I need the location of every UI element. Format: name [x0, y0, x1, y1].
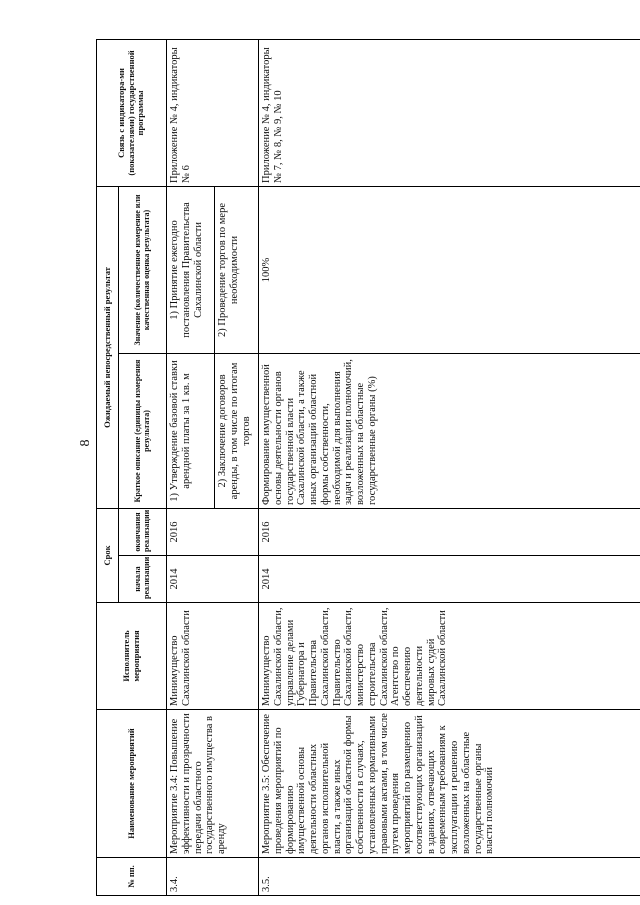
header-name: Наименование мероприятий [97, 710, 167, 858]
row-num: 3.4. [167, 858, 259, 896]
row-executor: Минимущество Сахалинской области, управление делами Губернатора и Правительства Сахалинской области, Правительство Сахалинской области, министерство строительства Сахалинской области, Агентство по обеспечению деятельности мировых судей Сахалинской области [259, 603, 640, 710]
row-result-value-1: 1) Принятие ежегодно постановления Правительства Сахалинской области [167, 186, 215, 353]
row-result-desc-2: 2) Заключение договоров аренды, в том числе по итогам торгов [215, 353, 259, 508]
header-executor: Исполнитель мероприятия [97, 603, 167, 710]
measures-table [96, 39, 640, 896]
row-start: 2014 [167, 556, 259, 603]
header-result-value: Значение (количественное измерение или качественная оценка результата) [119, 186, 167, 353]
header-row-1 [97, 39, 119, 895]
row-end: 2016 [259, 508, 640, 555]
row-name: Мероприятие 3.5: Обеспечение проведения мероприятий по формированию имущественной основы деятельности областных органов исполнительной власти, а также иных организаций областной формы собственности в случаях, установленных нормативными правовыми актами, в том числе путем проведения мероприятий по размещению соответствующих организаций в зданиях, отвечающих современным требованиям к эксплуатации и решению возложенных на областные государственные органы власти полномочий [259, 710, 640, 858]
row-num: 3.5. [259, 858, 640, 896]
row-result-desc: Формирование имущественной основы деятельности органов государственной власти Сахалинской области, а также иных организаций областной формы собственности, необходимой для выполнения задач и реализации полномочий, возложенных на областные государственные органы (%) [259, 353, 640, 508]
row-link: Приложение № 4, индикаторы № 6 [167, 39, 259, 186]
row-link: Приложение № 4, индикаторы № 7, № 8, № 9, № 10 [259, 39, 640, 186]
row-result-value: 100% [259, 186, 640, 353]
rotated-table-wrapper [96, 40, 640, 896]
row-result-desc-1: 1) Утверждение базовой ставки арендной платы за 1 кв. м [167, 353, 215, 508]
header-term-end: окончания реализации [119, 508, 167, 555]
page-number: 8 [78, 439, 93, 447]
header-link: Связь с индикатора-ми (показателями) государственной программы [97, 39, 167, 186]
table-row [259, 39, 640, 895]
row-start: 2014 [259, 556, 640, 603]
row-name: Мероприятие 3.4: Повышение эффективности и прозрачности передачи областного государственного имущества в аренду [167, 710, 259, 858]
header-term-start: начала реализации [119, 556, 167, 603]
row-end: 2016 [167, 508, 259, 555]
row-executor: Минимущество Сахалинской области [167, 603, 259, 710]
header-num: № пп. [97, 858, 167, 896]
header-result: Ожидаемый непосредственный результат [97, 186, 119, 508]
row-result-value-2: 2) Проведение торгов по мере необходимости [215, 186, 259, 353]
table-row [167, 39, 215, 895]
header-term: Срок [97, 508, 119, 602]
header-result-desc: Краткое описание (единицы измерения результата) [119, 353, 167, 508]
